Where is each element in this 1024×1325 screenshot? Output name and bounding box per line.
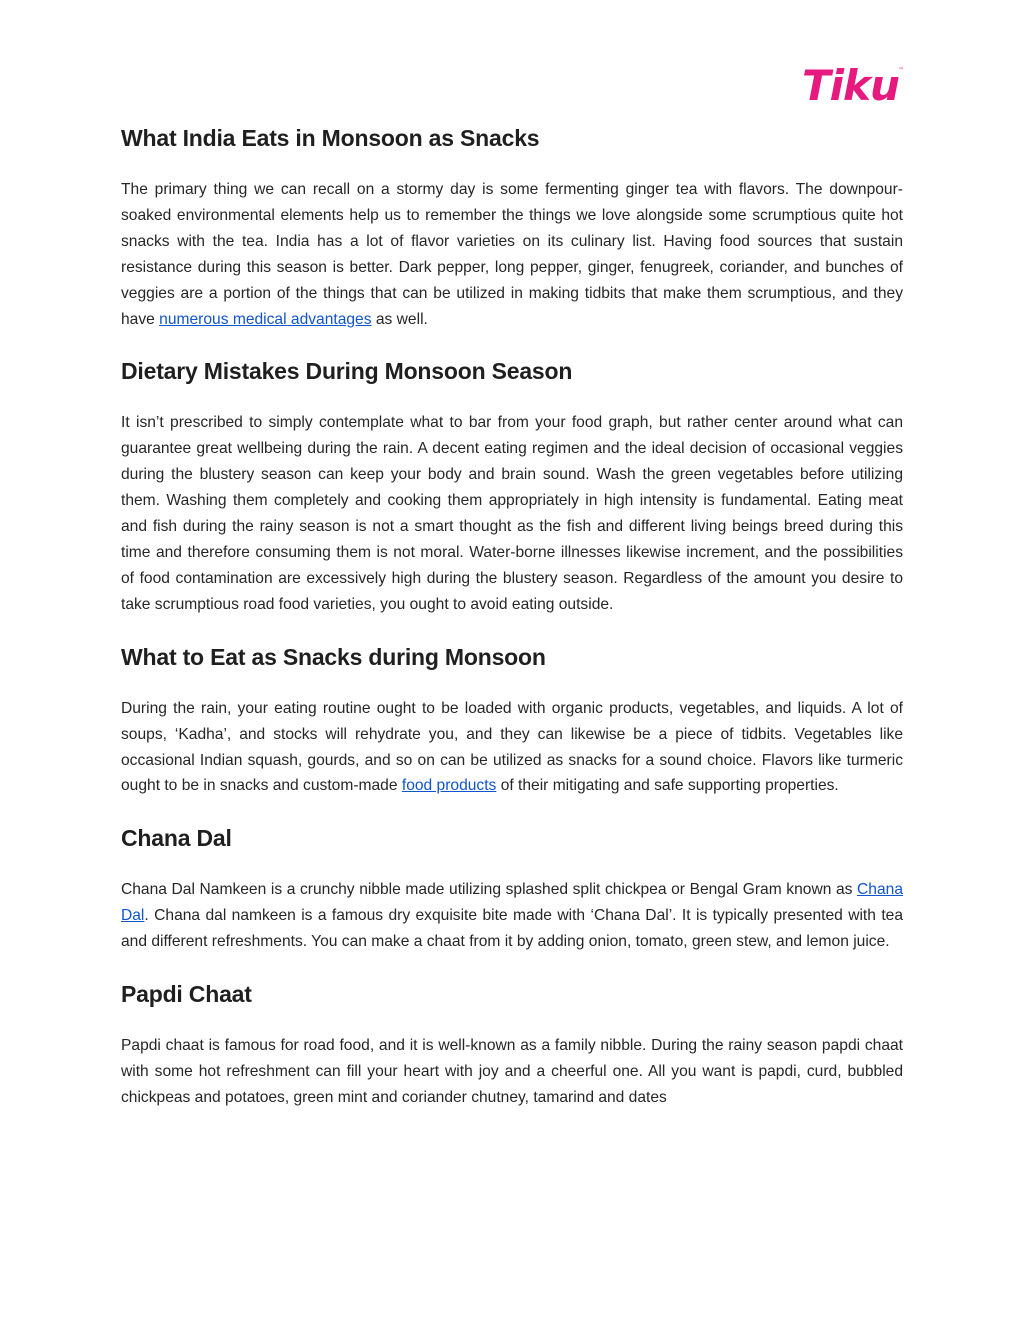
paragraph-text: of their mitigating and safe supporting properties. [496, 777, 839, 795]
paragraph-chana-dal [121, 877, 903, 955]
paragraph-what-to-eat [121, 696, 903, 800]
paragraph-monsoon-snacks [121, 177, 903, 332]
link-food-products[interactable]: food products [401, 777, 497, 795]
link-medical-advantages[interactable]: numerous medical advantages [159, 310, 372, 328]
heading-monsoon-snacks: What India Eats in Monsoon as Snacks [121, 125, 540, 151]
paragraph-text: It isn’t prescribed to simply contemplate what to bar from your food graph, but rather center around what can guarantee great wellbeing during the rain. A decent eating regimen and the ideal decision of occasional veggies during the blustery season can keep your body and brain sound. Wash the green vegetables before utilizing them. Washing them completely and cooking them appropriately in high intensity is fundamental. Eating meat and fish during the rainy season is not a smart thought as the fish and different living beings breed during this time and therefore consuming them is not moral. Water-borne illnesses likewise increment, and the possibilities of food contamination are excessively high during the blustery season. Regardless of the amount you desire to take scrumptious road food varieties, you ought to avoid eating outside. [121, 414, 903, 613]
paragraph-text: Chana Dal Namkeen is a crunchy nibble made utilizing splashed split chickpea or Bengal Gram known as [121, 881, 858, 899]
tiku-logo [800, 58, 904, 108]
logo-trademark: ™ [898, 67, 904, 74]
heading-papdi-chaat: Papdi Chaat [121, 981, 252, 1008]
paragraph-text: During the rain, your eating routine ought to be loaded with organic products, vegetables, and liquids. A lot of soups, ‘Kadha’, and stocks will rehydrate you, and they can likewise be a piece of tidbits. Vegetables like occasional Indian squash, gourds, and so on can be utilized as snacks for a sound choice. Flavors like turmeric ought to be in snacks and custom-made [121, 699, 903, 795]
link-chana-dal[interactable]: Chana Dal [121, 881, 903, 925]
heading-dietary-mistakes: Dietary Mistakes During Monsoon Season [121, 358, 573, 385]
logo-wordmark: Tiku [802, 61, 899, 108]
tiku-logo-image [800, 58, 904, 108]
paragraph-text: The primary thing we can recall on a stormy day is some fermenting ginger tea with flavors. The downpour-soaked environmental elements help us to remember the things we love alongside some scrumptious quite hot snacks with the tea. India has a lot of flavor varieties on its culinary list. Having food sources that sustain resistance during this season is better. Dark pepper, long pepper, ginger, fenugreek, coriander, and bunches of veggies are a portion of the things that can be utilized in making tidbits that make them scrumptious, and they have [121, 181, 903, 328]
article-body [121, 119, 903, 1111]
paragraph-text: Papdi chaat is famous for road food, and it is well-known as a family nibble. During the rainy season papdi chaat with some hot refreshment can fill your heart with joy and a cheerful one. All you want is papdi, curd, bubbled chickpeas and potatoes, green mint and coriander chutney, tamarind and dates [121, 1037, 903, 1106]
heading-what-to-eat: What to Eat as Snacks during Monsoon [121, 643, 546, 670]
paragraph-dietary-mistakes [121, 410, 903, 617]
paragraph-text: as well. [371, 310, 428, 328]
heading-chana-dal: Chana Dal [121, 825, 232, 852]
paragraph-text: . Chana dal namkeen is a famous dry exquisite bite made with ‘Chana Dal’. It is typically presented with tea and different refreshments. You can make a chaat from it by adding onion, tomato, green stew, and lemon juice. [121, 907, 903, 951]
paragraph-papdi-chaat [121, 1033, 903, 1111]
